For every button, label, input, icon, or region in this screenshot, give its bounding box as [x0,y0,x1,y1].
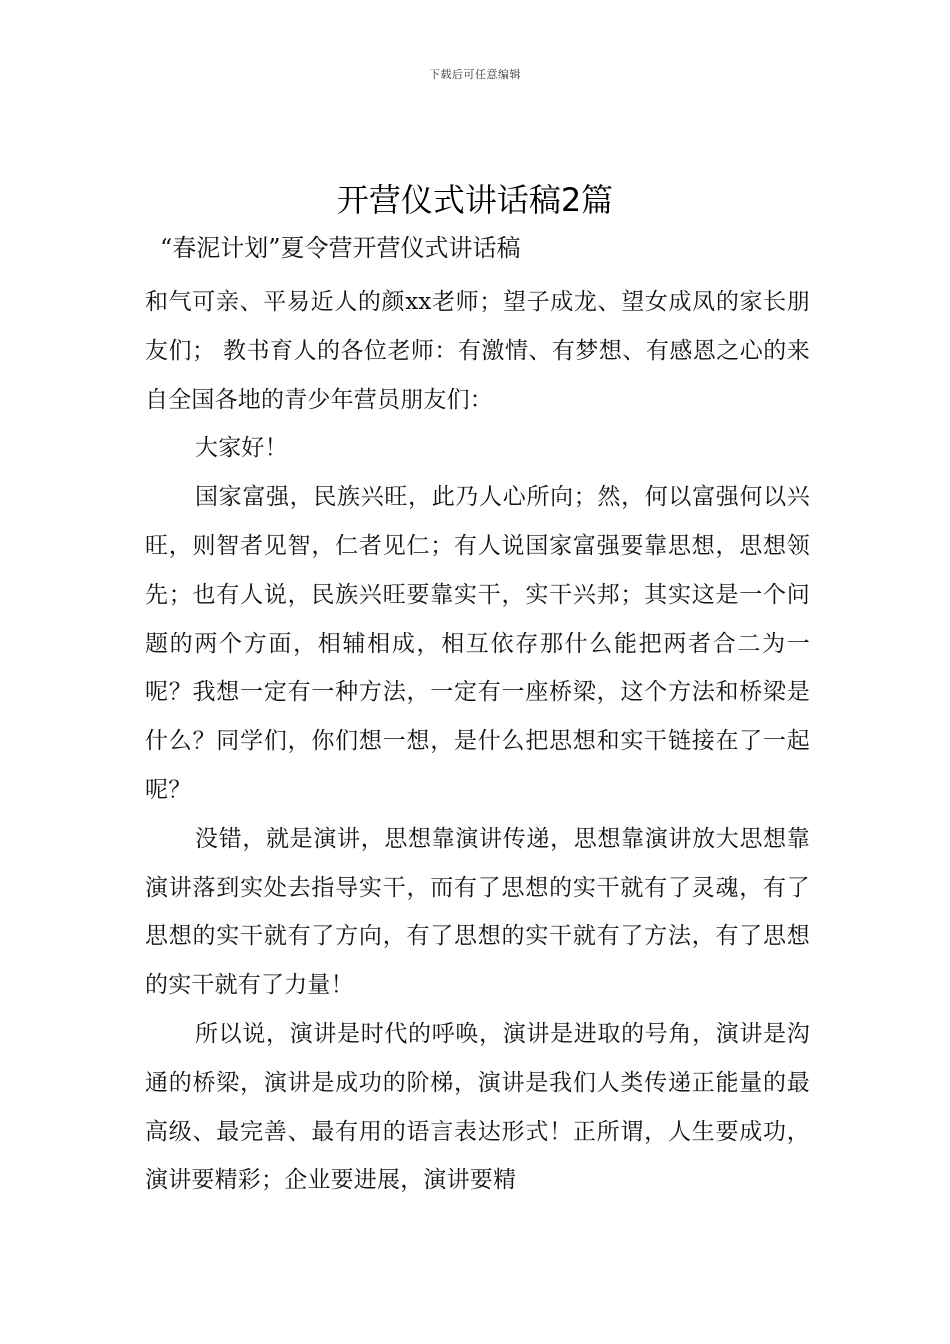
header-note: 下载后可任意编辑 [429,68,521,81]
document-body [145,278,810,1205]
paragraph-salutation: 和气可亲、平易近人的颜xx老师；望子成龙、望女成凤的家长朋友们； 教书育人的各位老师：有激情、有梦想、有感恩之心的来自全国各地的青少年营员朋友们： [145,289,810,413]
paragraph-greeting: 大家好！ [195,435,288,462]
document-subtitle: “春泥计划”夏令营开营仪式讲话稿 [160,234,521,262]
document-title: 开营仪式讲话稿2篇 [336,181,614,219]
paragraph-body: 所以说，演讲是时代的呼唤，演讲是进取的号角，演讲是沟通的桥梁，演讲是成功的阶梯，演讲是我们人类传递正能量的最高级、最完善、最有用的语言表达形式！正所谓，人生要成功，演讲要精彩；企业要进展，演讲要精 [145,1020,810,1194]
paragraph-body: 国家富强，民族兴旺，此乃人心所向；然，何以富强何以兴旺，则智者见智，仁者见仁；有人说国家富强要靠思想，思想领先；也有人说，民族兴旺要靠实干，实干兴邦；其实这是一个问题的两个方面，相辅相成，相互依存那什么能把两者合二为一呢？我想一定有一种方法，一定有一座桥梁，这个方法和桥梁是什么？同学们，你们想一想，是什么把思想和实干链接在了一起呢？ [145,484,810,803]
paragraph-body: 没错，就是演讲，思想靠演讲传递，思想靠演讲放大思想靠演讲落到实处去指导实干，而有了思想的实干就有了灵魂，有了思想的实干就有了方向，有了思想的实干就有了方法，有了思想的实干就有了力量！ [145,825,810,999]
